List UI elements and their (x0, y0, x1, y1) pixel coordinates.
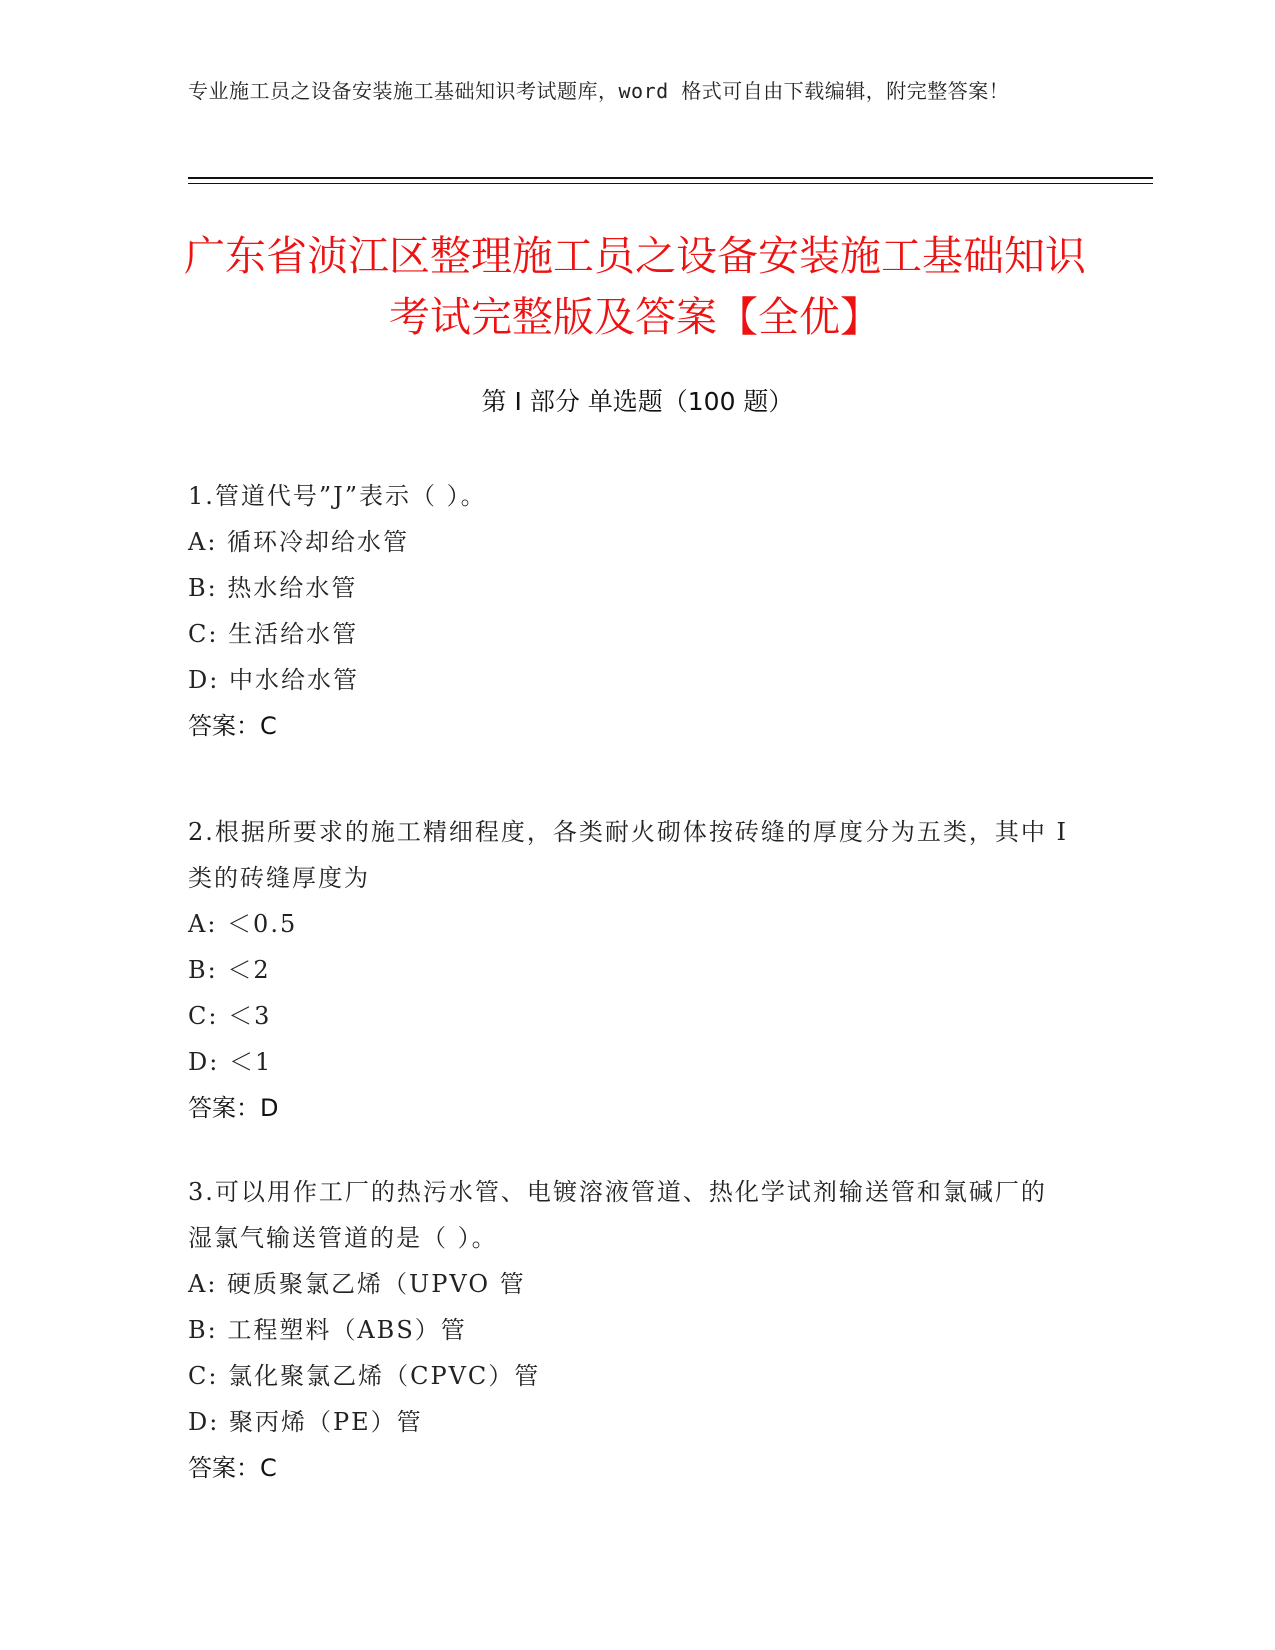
question-1 (188, 473, 1068, 749)
question-2 (188, 809, 1068, 1131)
option-a: A: 循环冷却给水管 (188, 528, 410, 556)
header-divider-thin (188, 183, 1153, 184)
header-divider-thick (188, 177, 1153, 179)
header-note: 专业施工员之设备安装施工基础知识考试题库，word 格式可自由下载编辑，附完整答案！ (188, 79, 1010, 103)
option-d: D: 中水给水管 (188, 666, 359, 694)
question-stem: 3.可以用作工厂的热污水管、电镀溶液管道、热化学试剂输送管和氯碱厂的湿氯气输送管道的是（ ）。 (188, 1178, 1047, 1252)
question-stem: 2.根据所要求的施工精细程度，各类耐火砌体按砖缝的厚度分为五类，其中 I 类的砖缝厚度为 (188, 818, 1069, 892)
option-a: A: 硬质聚氯乙烯（UPVO 管 (188, 1270, 526, 1298)
option-c: C: ＜3 (188, 1002, 272, 1030)
answer: 答案：D (188, 1094, 279, 1122)
option-b: B: ＜2 (188, 956, 271, 984)
question-3 (188, 1169, 1068, 1491)
option-c: C: 生活给水管 (188, 620, 359, 648)
answer: 答案：C (188, 1454, 277, 1482)
document-title: 广东省浈江区整理施工员之设备安装施工基础知识考试完整版及答案【全优】 (184, 232, 1086, 341)
option-d: D: 聚丙烯（PE）管 (188, 1408, 423, 1436)
question-stem: 1.管道代号”J”表示（ ）。 (188, 482, 487, 510)
section-title: 第 I 部分 单选题（100 题） (481, 387, 794, 416)
answer: 答案：C (188, 712, 277, 740)
option-b: B: 工程塑料（ABS）管 (188, 1316, 467, 1344)
option-a: A: ＜0.5 (188, 910, 298, 938)
option-b: B: 热水给水管 (188, 574, 358, 602)
option-c: C: 氯化聚氯乙烯（CPVC）管 (188, 1362, 541, 1390)
option-d: D: ＜1 (188, 1048, 273, 1076)
